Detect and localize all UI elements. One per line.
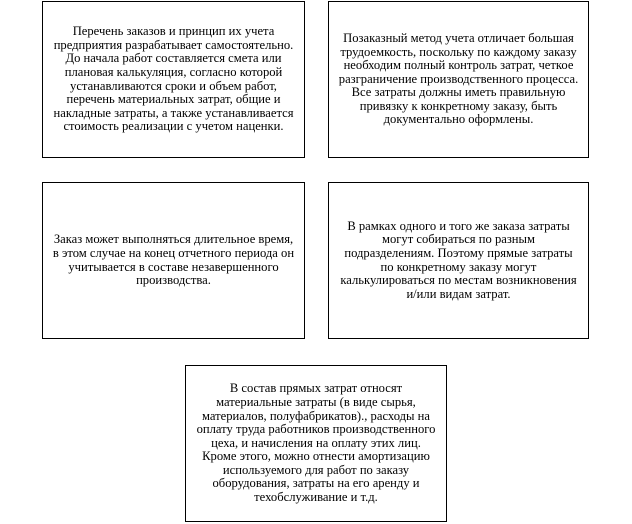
- text-box-direct-costs: [185, 365, 447, 522]
- text-box-order-list: [42, 1, 305, 158]
- text-box-order-list-text: Перечень заказов и принцип их учета предприятия разрабатывает самостоятельно. До начала работ составляется смета или плановая калькуляция, согласно которой устанавливаются сроки и объем работ, перечень материальных затрат, общие и накладные затраты, а также устанавливается стоимость реализации с учетом наценки.: [53, 24, 294, 134]
- text-box-work-in-progress: [42, 182, 305, 339]
- text-box-direct-costs-text: В состав прямых затрат относят материальные затраты (в виде сырья, материалов, полуфабрикатов)., расходы на оплату труда работников производственного цеха, и начисления на оплату этих лиц. Кроме этого, можно отнести амортизацию используемого для работ по заказу оборудования, затраты на его аренду и техобслуживание и т.д.: [196, 381, 436, 505]
- text-box-job-order-method-text: Позаказный метод учета отличает большая трудоемкость, поскольку по каждому заказу необходим полный контроль затрат, четкое разграничение производственного процесса. Все затраты должны иметь правильную привязку к конкретному заказу, быть документально оформлены.: [338, 30, 579, 127]
- text-box-cost-by-divisions: [328, 182, 589, 339]
- text-box-work-in-progress-text: Заказ может выполняться длительное время, в этом случае на конец отчетного периода он учитывается в составе незавершенного производства.: [52, 232, 295, 288]
- text-box-job-order-method: [328, 1, 589, 158]
- text-box-cost-by-divisions-text: В рамках одного и того же заказа затраты могут собираться по разным подразделениям. Поэтому прямые затраты по конкретному заказу могут калькулироваться по местам возникновения и/или видам затрат.: [340, 218, 577, 301]
